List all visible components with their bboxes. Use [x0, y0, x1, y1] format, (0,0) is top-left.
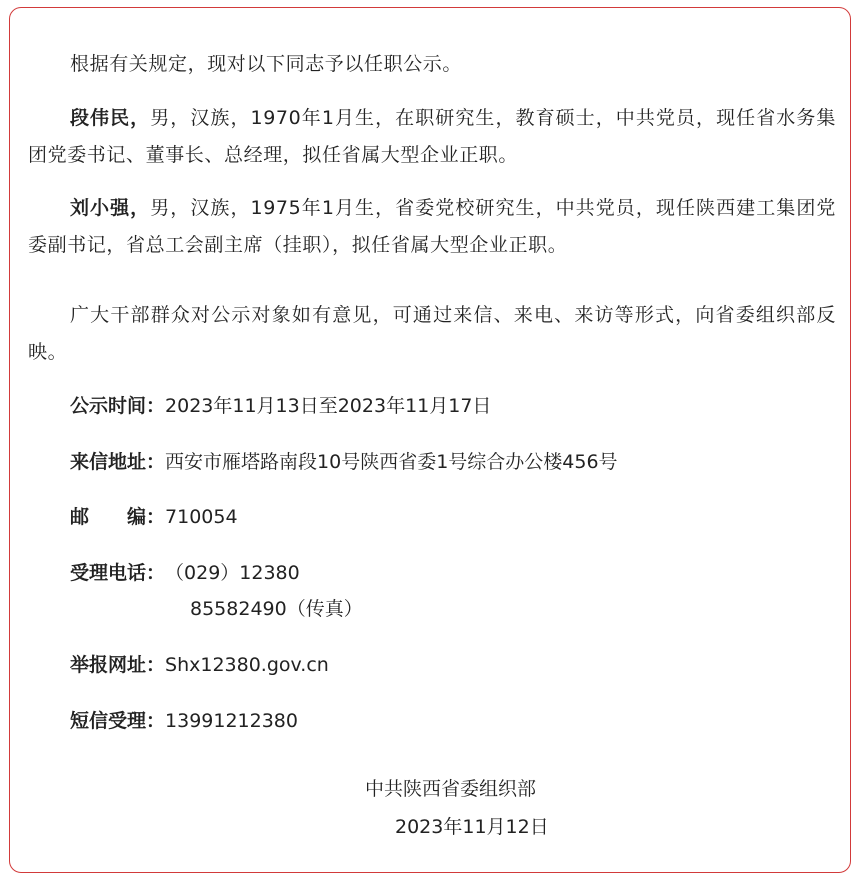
person-name-2: 刘小强，: [70, 197, 151, 219]
person-paragraph-1: [28, 100, 836, 174]
sms-row: [70, 703, 298, 740]
signature-date: 2023年11月12日: [395, 816, 549, 838]
person-paragraph-2: [28, 190, 836, 264]
person-detail-2: 男，汉族，1975年1月生，省委党校研究生，中共党员，现任陕西建工集团党委副书记，省总工会副主席（挂职），拟任省属大型企业正职。: [28, 197, 837, 256]
sms-label: 短信受理：: [70, 710, 166, 732]
phone-value-1: （029）12380: [165, 562, 300, 584]
website-value: Shx12380.gov.cn: [165, 654, 329, 676]
postcode-row: [70, 499, 238, 536]
website-label: 举报网址：: [70, 654, 166, 676]
phone-row: [70, 555, 300, 592]
website-row: [70, 647, 329, 684]
period-row: [70, 388, 491, 425]
period-label: 公示时间：: [70, 395, 166, 417]
period-value: 2023年11月13日至2023年11月17日: [165, 395, 492, 417]
sms-value: 13991212380: [165, 710, 298, 732]
signature-org: 中共陕西省委组织部: [365, 778, 537, 800]
intro-paragraph: 根据有关规定，现对以下同志予以任职公示。: [70, 53, 463, 75]
person-name-1: 段伟民，: [70, 107, 151, 129]
phone-value-2: 85582490（传真）: [190, 598, 363, 620]
address-row: [70, 444, 618, 481]
phone-label: 受理电话：: [70, 562, 166, 584]
address-label: 来信地址：: [70, 451, 166, 473]
postcode-value: 710054: [165, 506, 238, 528]
postcode-label-b: 编：: [127, 506, 166, 528]
feedback-paragraph: 广大干部群众对公示对象如有意见，可通过来信、来电、来访等形式，向省委组织部反映。: [28, 304, 836, 363]
phone-row-2: [190, 591, 363, 628]
postcode-label-a: 邮: [70, 506, 90, 528]
address-value: 西安市雁塔路南段10号陕西省委1号综合办公楼456号: [165, 451, 618, 473]
person-detail-1: 男，汉族，1970年1月生，在职研究生，教育硕士，中共党员，现任省水务集团党委书记、董事长、总经理，拟任省属大型企业正职。: [28, 107, 837, 166]
